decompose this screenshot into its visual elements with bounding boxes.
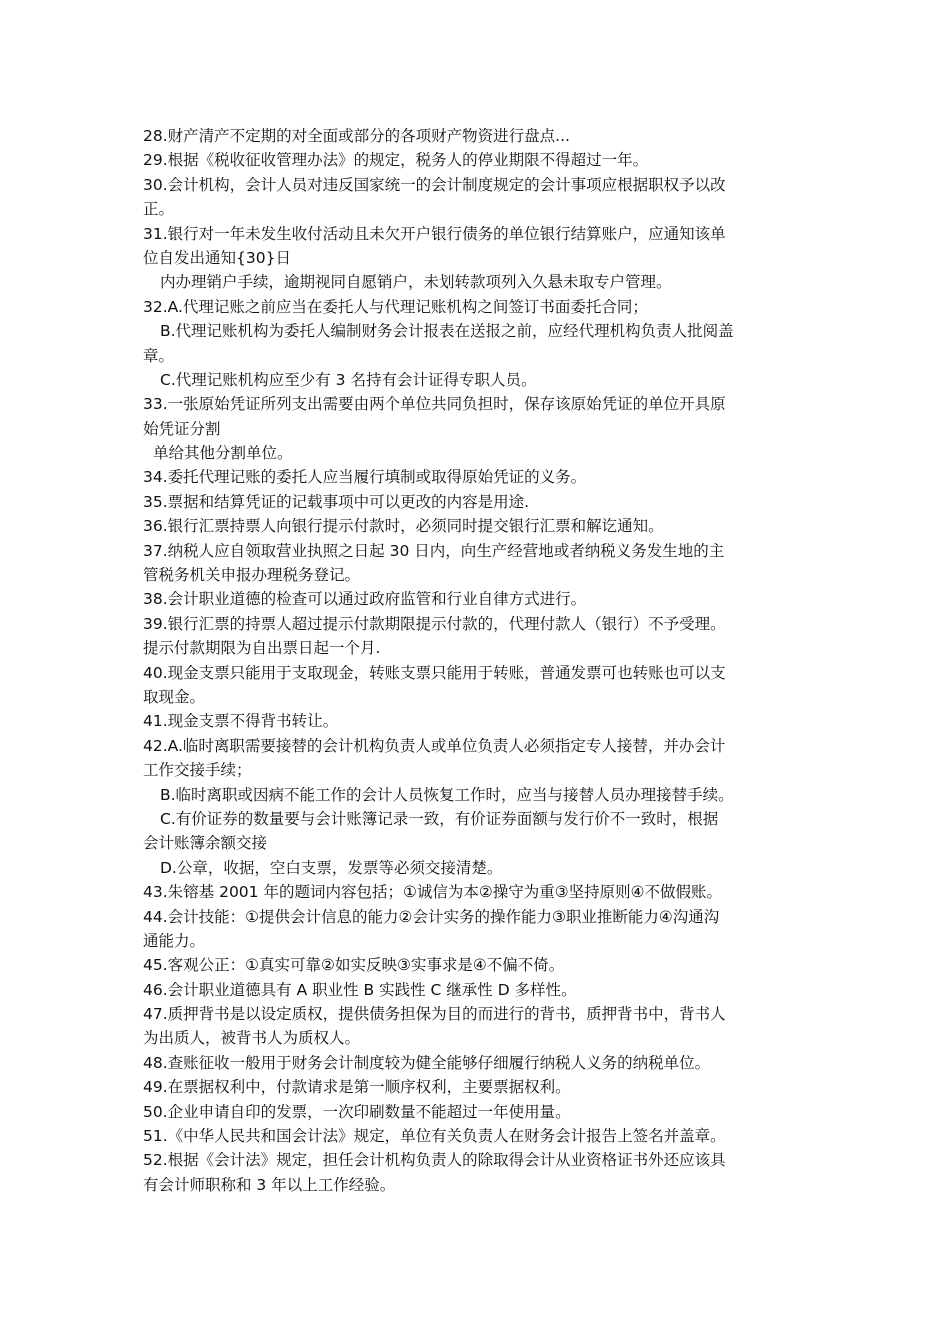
text-line: 通能力。	[143, 931, 206, 950]
text-line: 有会计师职称和 3 年以上工作经验。	[143, 1175, 396, 1194]
text-line: 章。	[143, 346, 175, 365]
text-line: 39.银行汇票的持票人超过提示付款期限提示付款的，代理付款人（银行）不予受理。	[143, 614, 726, 633]
text-line: 33.一张原始凭证所列支出需要由两个单位共同负担时，保存该原始凭证的单位开具原	[143, 395, 726, 414]
text-line: 43.朱镕基 2001 年的题词内容包括；①诚信为本②操守为重③坚持原则④不做假账。	[143, 883, 723, 902]
text-line: 内办理销户手续，逾期视同自愿销户，未划转款项列入久悬未取专户管理。	[160, 273, 672, 292]
text-line: 47.质押背书是以设定质权，提供债务担保为目的而进行的背书，质押背书中，背书人	[143, 1005, 726, 1024]
text-line: 45.客观公正：①真实可靠②如实反映③实事求是④不偏不倚。	[143, 956, 565, 975]
text-line: 34.委托代理记账的委托人应当履行填制或取得原始凭证的义务。	[143, 468, 587, 487]
text-line: 位自发出通知{30}日	[143, 248, 291, 267]
text-line: B.临时离职或因病不能工作的会计人员恢复工作时，应当与接替人员办理接替手续。	[160, 785, 734, 804]
text-line: 48.查账征收一般用于财务会计制度较为健全能够仔细履行纳税人义务的纳税单位。	[143, 1053, 711, 1072]
text-line: 44.会计技能：①提供会计信息的能力②会计实务的操作能力③职业推断能力④沟通沟	[143, 907, 720, 926]
text-line: 38.会计职业道德的检查可以通过政府监管和行业自律方式进行。	[143, 590, 587, 609]
text-line: 为出质人，被背书人为质权人。	[143, 1029, 361, 1048]
text-line: 单给其他分割单位。	[153, 444, 293, 463]
text-line: 正。	[143, 200, 175, 219]
text-line: C.有价证券的数量要与会计账簿记录一致，有价证券面额与发行价不一致时，根据	[160, 809, 719, 828]
text-line: 32.A.代理记账之前应当在委托人与代理记账机构之间签订书面委托合同；	[143, 297, 648, 316]
text-line: 35.票据和结算凭证的记载事项中可以更改的内容是用途.	[143, 492, 530, 511]
text-line: 29.根据《税收征收管理办法》的规定，税务人的停业期限不得超过一年。	[143, 151, 649, 170]
text-line: 会计账簿余额交接	[143, 834, 268, 853]
text-line: 41.现金支票不得背书转让。	[143, 712, 339, 731]
text-line: 42.A.临时离职需要接替的会计机构负责人或单位负责人必须指定专人接替，并办会计	[143, 736, 726, 755]
text-line: 工作交接手续；	[143, 761, 252, 780]
text-line: B.代理记账机构为委托人编制财务会计报表在送报之前，应经代理机构负责人批阅盖	[160, 322, 734, 341]
document-body	[143, 124, 813, 1197]
text-line: 30.会计机构，会计人员对违反国家统一的会计制度规定的会计事项应根据职权予以改	[143, 175, 726, 194]
text-line: 36.银行汇票持票人向银行提示付款时，必须同时提交银行汇票和解讫通知。	[143, 517, 664, 536]
text-line: 提示付款期限为自出票日起一个月.	[143, 639, 381, 658]
text-line: 37.纳税人应自领取营业执照之日起 30 日内，向生产经营地或者纳税义务发生地的主	[143, 541, 725, 560]
text-line: 40.现金支票只能用于支取现金，转账支票只能用于转账，普通发票可也转账也可以支	[143, 663, 726, 682]
text-line: 31.银行对一年未发生收付活动且未欠开户银行债务的单位银行结算账户，应通知该单	[143, 224, 726, 243]
text-line: 49.在票据权利中，付款请求是第一顺序权利，主要票据权利。	[143, 1078, 571, 1097]
text-line: 52.根据《会计法》规定，担任会计机构负责人的除取得会计从业资格证书外还应该具	[143, 1151, 726, 1170]
text-line: D.公章，收据，空白支票，发票等必须交接清楚。	[160, 858, 503, 877]
text-line: 50.企业申请自印的发票，一次印刷数量不能超过一年使用量。	[143, 1102, 571, 1121]
text-line: 管税务机关申报办理税务登记。	[143, 566, 361, 585]
text-line: 28.财产清产不定期的对全面或部分的各项财产物资进行盘点...	[143, 127, 570, 145]
text-line: 取现金。	[143, 687, 206, 706]
text-line: C.代理记账机构应至少有 3 名持有会计证得专职人员。	[160, 370, 537, 389]
text-line: 46.会计职业道德具有 A 职业性 B 实践性 C 继承性 D 多样性。	[143, 980, 577, 999]
text-line: 51.《中华人民共和国会计法》规定，单位有关负责人在财务会计报告上签名并盖章。	[143, 1127, 726, 1146]
text-line: 始凭证分割	[143, 419, 221, 438]
